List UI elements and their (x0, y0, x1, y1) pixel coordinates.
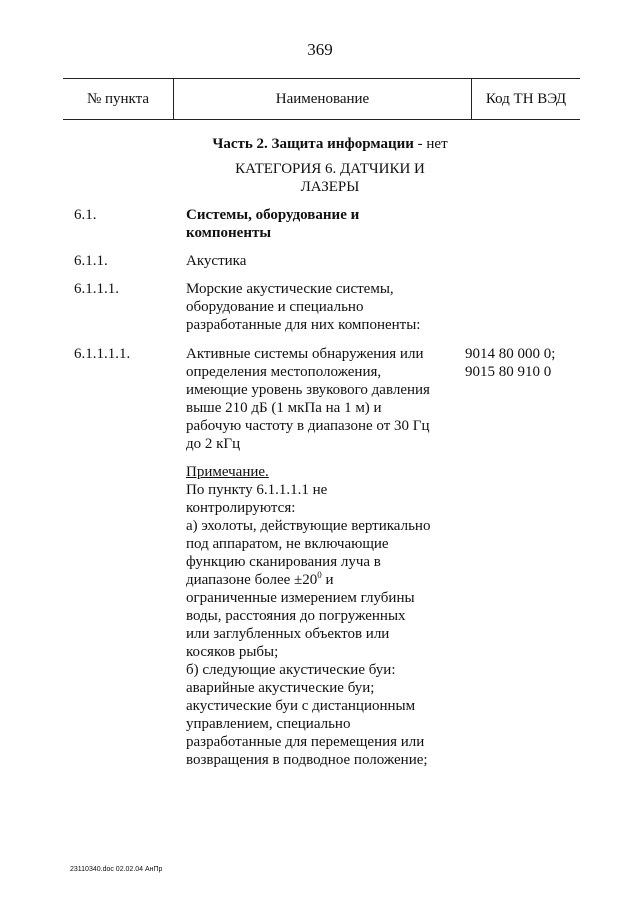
note-line: контролируются: (186, 500, 296, 516)
note-line: управлением, специально (186, 716, 351, 732)
header-name: Наименование (174, 79, 472, 119)
item-text-line: до 2 кГц (186, 436, 241, 452)
item-text (186, 345, 461, 453)
item-text (186, 280, 461, 334)
note-line-degree (186, 571, 461, 589)
note-line: под аппаратом, не включающие (186, 536, 389, 552)
note-line: разработанные для перемещения или (186, 734, 425, 750)
part-title (150, 135, 510, 153)
item-number: 6.1.1.1. (74, 281, 119, 297)
note-line: воды, расстояния до погруженных (186, 608, 406, 624)
note-line: аварийные акустические буи; (186, 680, 375, 696)
note-line-text: диапазоне более ±20 (186, 572, 318, 588)
note-line: или заглубленных объектов или (186, 626, 390, 642)
item-text-line: выше 210 дБ (1 мкПа на 1 м) и (186, 400, 382, 416)
page-number: 369 (307, 40, 333, 59)
item-number: 6.1.1. (74, 253, 108, 269)
tn-ved-code: 9014 80 000 0; (465, 346, 556, 362)
item-text-line: Активные системы обнаружения или (186, 346, 424, 362)
item-text-line: компоненты (186, 225, 272, 241)
header-item-number: № пункта (63, 79, 174, 119)
note-line: ограниченные измерением глубины (186, 590, 415, 606)
header-code: Код ТН ВЭД (485, 90, 567, 107)
item-text-line: имеющие уровень звукового давления (186, 382, 430, 398)
category-title (150, 160, 510, 196)
note-line: акустические буи с дистанционным (186, 698, 416, 714)
note-line: а) эхолоты, действующие вертикально (186, 518, 431, 534)
tn-ved-code: 9015 80 910 0 (465, 364, 552, 380)
note-block (186, 463, 461, 769)
table-header (63, 78, 580, 120)
category-line-1: КАТЕГОРИЯ 6. ДАТЧИКИ И (235, 161, 425, 177)
item-number: 6.1. (74, 207, 97, 223)
note-heading: Примечание. (186, 464, 269, 480)
item-codes (465, 345, 585, 381)
note-line: возвращения в подводное положение; (186, 752, 428, 768)
item-number: 6.1.1.1.1. (74, 346, 131, 362)
item-text-line: Акустика (186, 253, 247, 269)
item-text-line: разработанные для них компоненты: (186, 317, 421, 333)
item-text (186, 206, 461, 242)
note-line: функцию сканирования луча в (186, 554, 381, 570)
item-text-line: рабочую частоту в диапазоне от 30 Гц (186, 418, 430, 434)
item-text (186, 252, 461, 270)
item-text-line: оборудование и специально (186, 299, 364, 315)
note-line: косяков рыбы; (186, 644, 279, 660)
note-line: б) следующие акустические буи: (186, 662, 396, 678)
note-line-suffix: и (321, 572, 334, 588)
category-line-2: ЛАЗЕРЫ (300, 179, 360, 195)
note-line: По пункту 6.1.1.1.1 не (186, 482, 328, 498)
item-text-line: Системы, оборудование и (186, 207, 360, 223)
document-footer: 23110340.doc 02.02.04 АнПр (70, 866, 163, 873)
degree-superscript: 0 (317, 570, 322, 580)
part-title-rest: - нет (413, 136, 448, 152)
item-text-line: Морские акустические системы, (186, 281, 394, 297)
part-title-bold: Часть 2. Защита информации (212, 136, 414, 152)
item-text-line: определения местоположения, (186, 364, 382, 380)
